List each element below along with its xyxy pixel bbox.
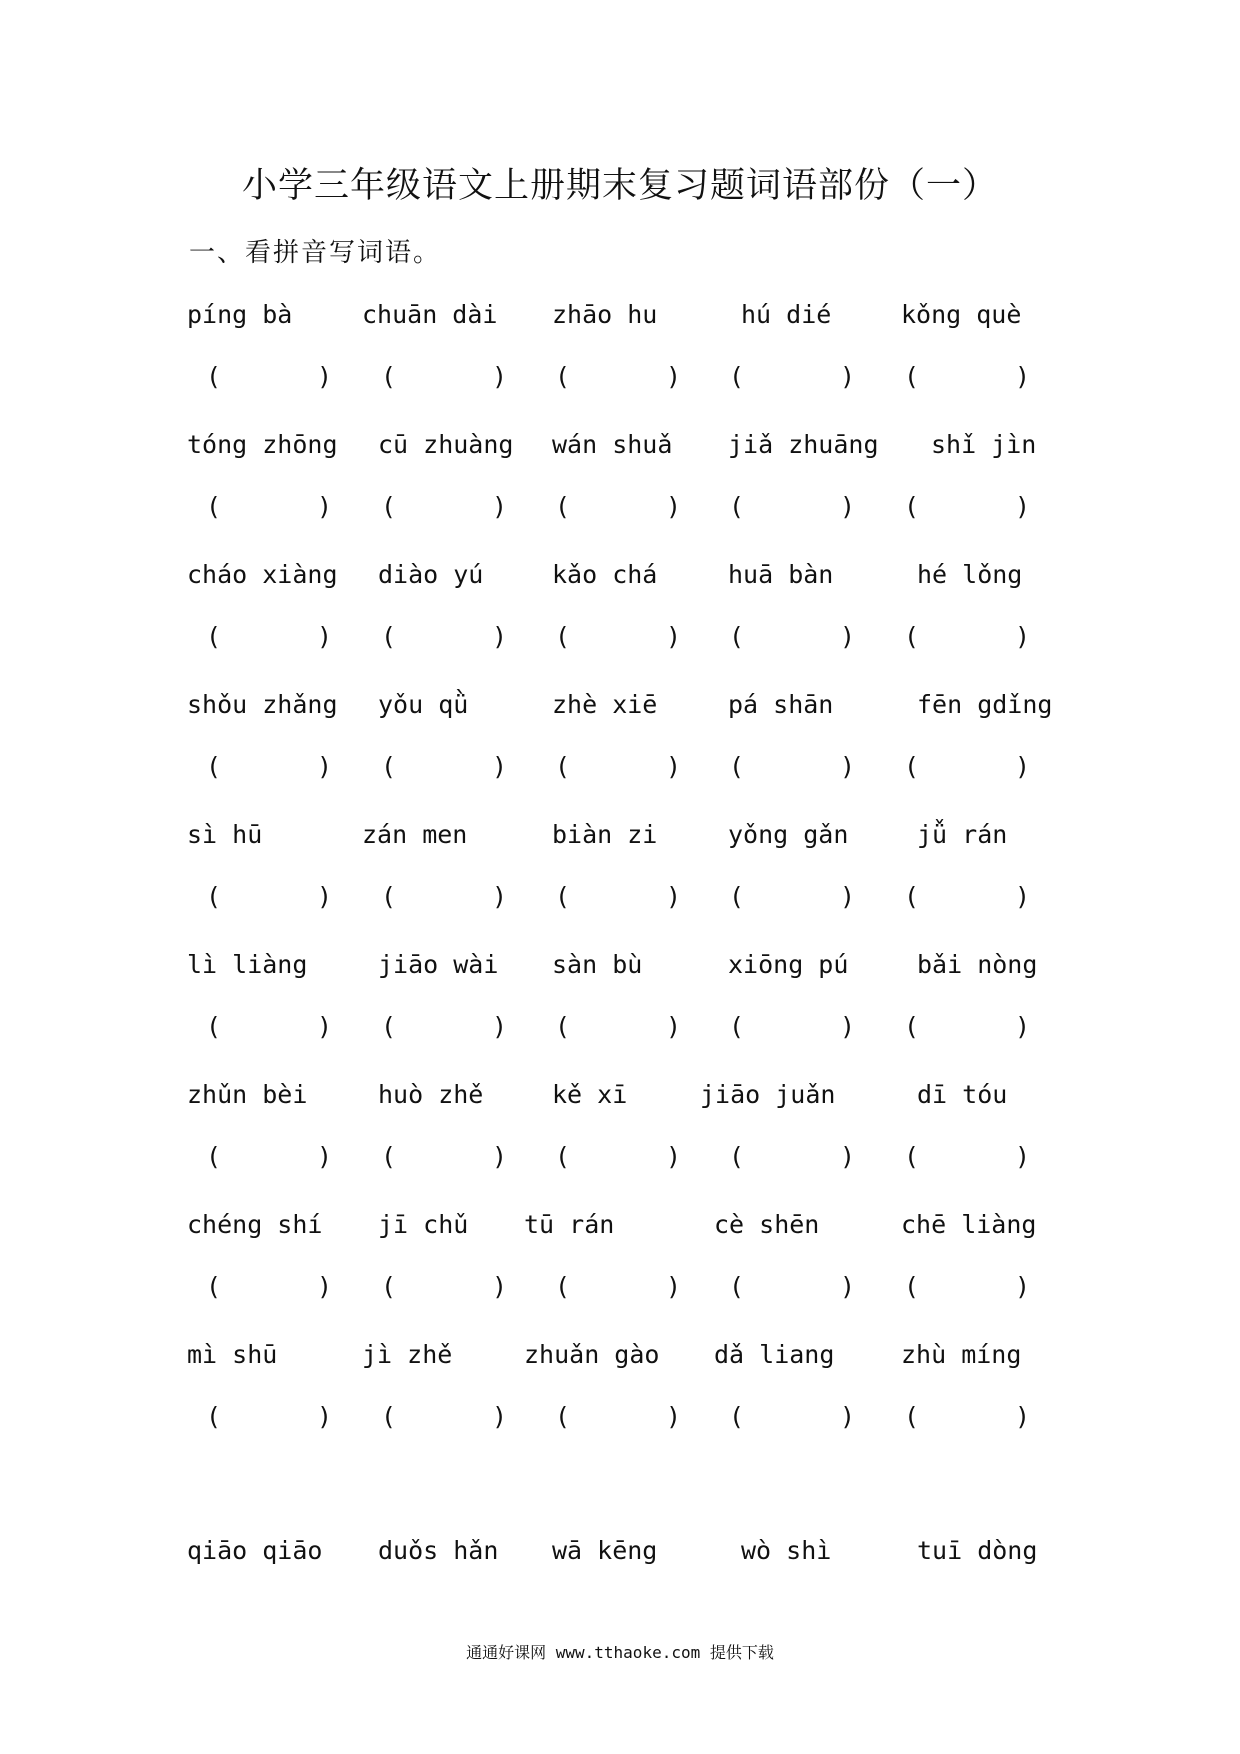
pinyin-prompt: hé lǒng bbox=[917, 560, 1023, 589]
close-paren: ) bbox=[491, 492, 507, 521]
pinyin-prompt: zhù míng bbox=[901, 1340, 1022, 1369]
close-paren: ) bbox=[1014, 492, 1030, 521]
close-paren: ) bbox=[316, 1142, 332, 1171]
page-footer: 通通好课网 www.tthaoke.com 提供下载 bbox=[466, 1643, 774, 1662]
close-paren: ) bbox=[839, 1402, 855, 1431]
open-paren: ( bbox=[904, 1012, 920, 1041]
pinyin-prompt: duǒs hǎn bbox=[378, 1536, 499, 1565]
pinyin-prompt: sàn bù bbox=[552, 950, 643, 979]
pinyin-prompt: kě xī bbox=[552, 1080, 628, 1109]
pinyin-prompt: fēn gdǐng bbox=[917, 690, 1053, 719]
open-paren: ( bbox=[729, 882, 745, 911]
open-paren: ( bbox=[904, 492, 920, 521]
open-paren: ( bbox=[206, 362, 222, 391]
close-paren: ) bbox=[665, 752, 681, 781]
open-paren: ( bbox=[729, 752, 745, 781]
close-paren: ) bbox=[491, 1272, 507, 1301]
close-paren: ) bbox=[1014, 1272, 1030, 1301]
close-paren: ) bbox=[316, 362, 332, 391]
open-paren: ( bbox=[206, 622, 222, 651]
close-paren: ) bbox=[665, 492, 681, 521]
pinyin-prompt: dǎ liang bbox=[714, 1340, 835, 1369]
pinyin-prompt: cū zhuàng bbox=[378, 430, 514, 459]
close-paren: ) bbox=[1014, 752, 1030, 781]
open-paren: ( bbox=[206, 752, 222, 781]
pinyin-prompt: cè shēn bbox=[714, 1210, 820, 1239]
pinyin-prompt: kǒng què bbox=[901, 300, 1022, 329]
pinyin-prompt: cháo xiàng bbox=[187, 560, 338, 589]
pinyin-prompt: chē liàng bbox=[901, 1210, 1037, 1239]
open-paren: ( bbox=[904, 882, 920, 911]
pinyin-prompt: bǎi nòng bbox=[917, 950, 1038, 979]
pinyin-prompt: jì zhě bbox=[362, 1340, 453, 1369]
pinyin-prompt: biàn zi bbox=[552, 820, 658, 849]
open-paren: ( bbox=[381, 362, 397, 391]
open-paren: ( bbox=[206, 1012, 222, 1041]
open-paren: ( bbox=[381, 1402, 397, 1431]
open-paren: ( bbox=[729, 362, 745, 391]
close-paren: ) bbox=[316, 1272, 332, 1301]
close-paren: ) bbox=[839, 1272, 855, 1301]
pinyin-prompt: píng bà bbox=[187, 300, 293, 329]
open-paren: ( bbox=[904, 622, 920, 651]
close-paren: ) bbox=[1014, 362, 1030, 391]
open-paren: ( bbox=[555, 362, 571, 391]
open-paren: ( bbox=[904, 1402, 920, 1431]
close-paren: ) bbox=[665, 1402, 681, 1431]
pinyin-prompt: sì hū bbox=[187, 820, 263, 849]
close-paren: ) bbox=[1014, 622, 1030, 651]
open-paren: ( bbox=[555, 622, 571, 651]
close-paren: ) bbox=[316, 752, 332, 781]
pinyin-prompt: diào yú bbox=[378, 560, 484, 589]
open-paren: ( bbox=[206, 882, 222, 911]
open-paren: ( bbox=[729, 1402, 745, 1431]
pinyin-prompt: jiāo juǎn bbox=[700, 1080, 836, 1109]
open-paren: ( bbox=[729, 1272, 745, 1301]
pinyin-prompt: zán men bbox=[362, 820, 468, 849]
pinyin-prompt: tuī dòng bbox=[917, 1536, 1038, 1565]
pinyin-prompt: shǒu zhǎng bbox=[187, 690, 338, 719]
open-paren: ( bbox=[729, 1142, 745, 1171]
close-paren: ) bbox=[665, 1012, 681, 1041]
open-paren: ( bbox=[555, 492, 571, 521]
close-paren: ) bbox=[491, 362, 507, 391]
pinyin-prompt: chuān dài bbox=[362, 300, 498, 329]
open-paren: ( bbox=[904, 1272, 920, 1301]
close-paren: ) bbox=[1014, 1142, 1030, 1171]
pinyin-prompt: tū rán bbox=[524, 1210, 615, 1239]
pinyin-prompt: jiǎ zhuāng bbox=[728, 430, 879, 459]
close-paren: ) bbox=[839, 492, 855, 521]
pinyin-prompt: zhuǎn gào bbox=[524, 1340, 660, 1369]
close-paren: ) bbox=[491, 622, 507, 651]
pinyin-prompt: pá shān bbox=[728, 690, 834, 719]
page-title: 小学三年级语文上册期末复习题词语部份（一） bbox=[241, 166, 998, 206]
close-paren: ) bbox=[839, 1142, 855, 1171]
close-paren: ) bbox=[491, 1012, 507, 1041]
open-paren: ( bbox=[729, 492, 745, 521]
close-paren: ) bbox=[491, 1142, 507, 1171]
pinyin-prompt: xiōng pú bbox=[728, 950, 849, 979]
open-paren: ( bbox=[904, 1142, 920, 1171]
open-paren: ( bbox=[729, 622, 745, 651]
section-heading: 一、看拼音写词语。 bbox=[189, 238, 442, 268]
pinyin-prompt: zhè xiē bbox=[552, 690, 658, 719]
open-paren: ( bbox=[729, 1012, 745, 1041]
open-paren: ( bbox=[381, 1012, 397, 1041]
pinyin-prompt: yǒng gǎn bbox=[728, 820, 849, 849]
open-paren: ( bbox=[904, 752, 920, 781]
pinyin-prompt: yǒu qǜ bbox=[378, 690, 469, 719]
open-paren: ( bbox=[206, 1142, 222, 1171]
close-paren: ) bbox=[665, 882, 681, 911]
open-paren: ( bbox=[381, 1272, 397, 1301]
pinyin-prompt: qiāo qiāo bbox=[187, 1536, 323, 1565]
close-paren: ) bbox=[316, 1012, 332, 1041]
pinyin-prompt: dī tóu bbox=[917, 1080, 1008, 1109]
pinyin-prompt: jiāo wài bbox=[378, 950, 499, 979]
close-paren: ) bbox=[316, 622, 332, 651]
pinyin-prompt: mì shū bbox=[187, 1340, 278, 1369]
open-paren: ( bbox=[206, 1272, 222, 1301]
pinyin-prompt: wò shì bbox=[741, 1536, 832, 1565]
close-paren: ) bbox=[491, 1402, 507, 1431]
pinyin-prompt: huā bàn bbox=[728, 560, 834, 589]
pinyin-prompt: hú dié bbox=[741, 300, 832, 329]
open-paren: ( bbox=[555, 1272, 571, 1301]
open-paren: ( bbox=[381, 622, 397, 651]
close-paren: ) bbox=[839, 362, 855, 391]
open-paren: ( bbox=[381, 1142, 397, 1171]
close-paren: ) bbox=[1014, 882, 1030, 911]
close-paren: ) bbox=[665, 1272, 681, 1301]
pinyin-prompt: chéng shí bbox=[187, 1210, 323, 1239]
close-paren: ) bbox=[665, 1142, 681, 1171]
open-paren: ( bbox=[555, 882, 571, 911]
open-paren: ( bbox=[206, 492, 222, 521]
open-paren: ( bbox=[555, 1012, 571, 1041]
close-paren: ) bbox=[316, 1402, 332, 1431]
close-paren: ) bbox=[839, 622, 855, 651]
pinyin-prompt: lì liàng bbox=[187, 950, 308, 979]
close-paren: ) bbox=[316, 882, 332, 911]
open-paren: ( bbox=[206, 1402, 222, 1431]
open-paren: ( bbox=[555, 1142, 571, 1171]
open-paren: ( bbox=[381, 752, 397, 781]
close-paren: ) bbox=[665, 362, 681, 391]
pinyin-prompt: wā kēng bbox=[552, 1536, 658, 1565]
pinyin-prompt: zhāo hu bbox=[552, 300, 658, 329]
pinyin-prompt: wán shuǎ bbox=[552, 430, 673, 459]
pinyin-prompt: zhǔn bèi bbox=[187, 1080, 308, 1109]
pinyin-prompt: jǚ rán bbox=[917, 820, 1008, 849]
pinyin-prompt: huò zhě bbox=[378, 1080, 484, 1109]
pinyin-prompt: tóng zhōng bbox=[187, 430, 338, 459]
close-paren: ) bbox=[491, 752, 507, 781]
close-paren: ) bbox=[316, 492, 332, 521]
pinyin-prompt: kǎo chá bbox=[552, 560, 658, 589]
close-paren: ) bbox=[1014, 1012, 1030, 1041]
open-paren: ( bbox=[904, 362, 920, 391]
close-paren: ) bbox=[839, 752, 855, 781]
close-paren: ) bbox=[839, 1012, 855, 1041]
close-paren: ) bbox=[839, 882, 855, 911]
close-paren: ) bbox=[491, 882, 507, 911]
open-paren: ( bbox=[381, 492, 397, 521]
open-paren: ( bbox=[381, 882, 397, 911]
pinyin-prompt: shǐ jìn bbox=[931, 430, 1037, 459]
open-paren: ( bbox=[555, 1402, 571, 1431]
open-paren: ( bbox=[555, 752, 571, 781]
pinyin-prompt: jī chǔ bbox=[378, 1210, 469, 1239]
close-paren: ) bbox=[665, 622, 681, 651]
close-paren: ) bbox=[1014, 1402, 1030, 1431]
